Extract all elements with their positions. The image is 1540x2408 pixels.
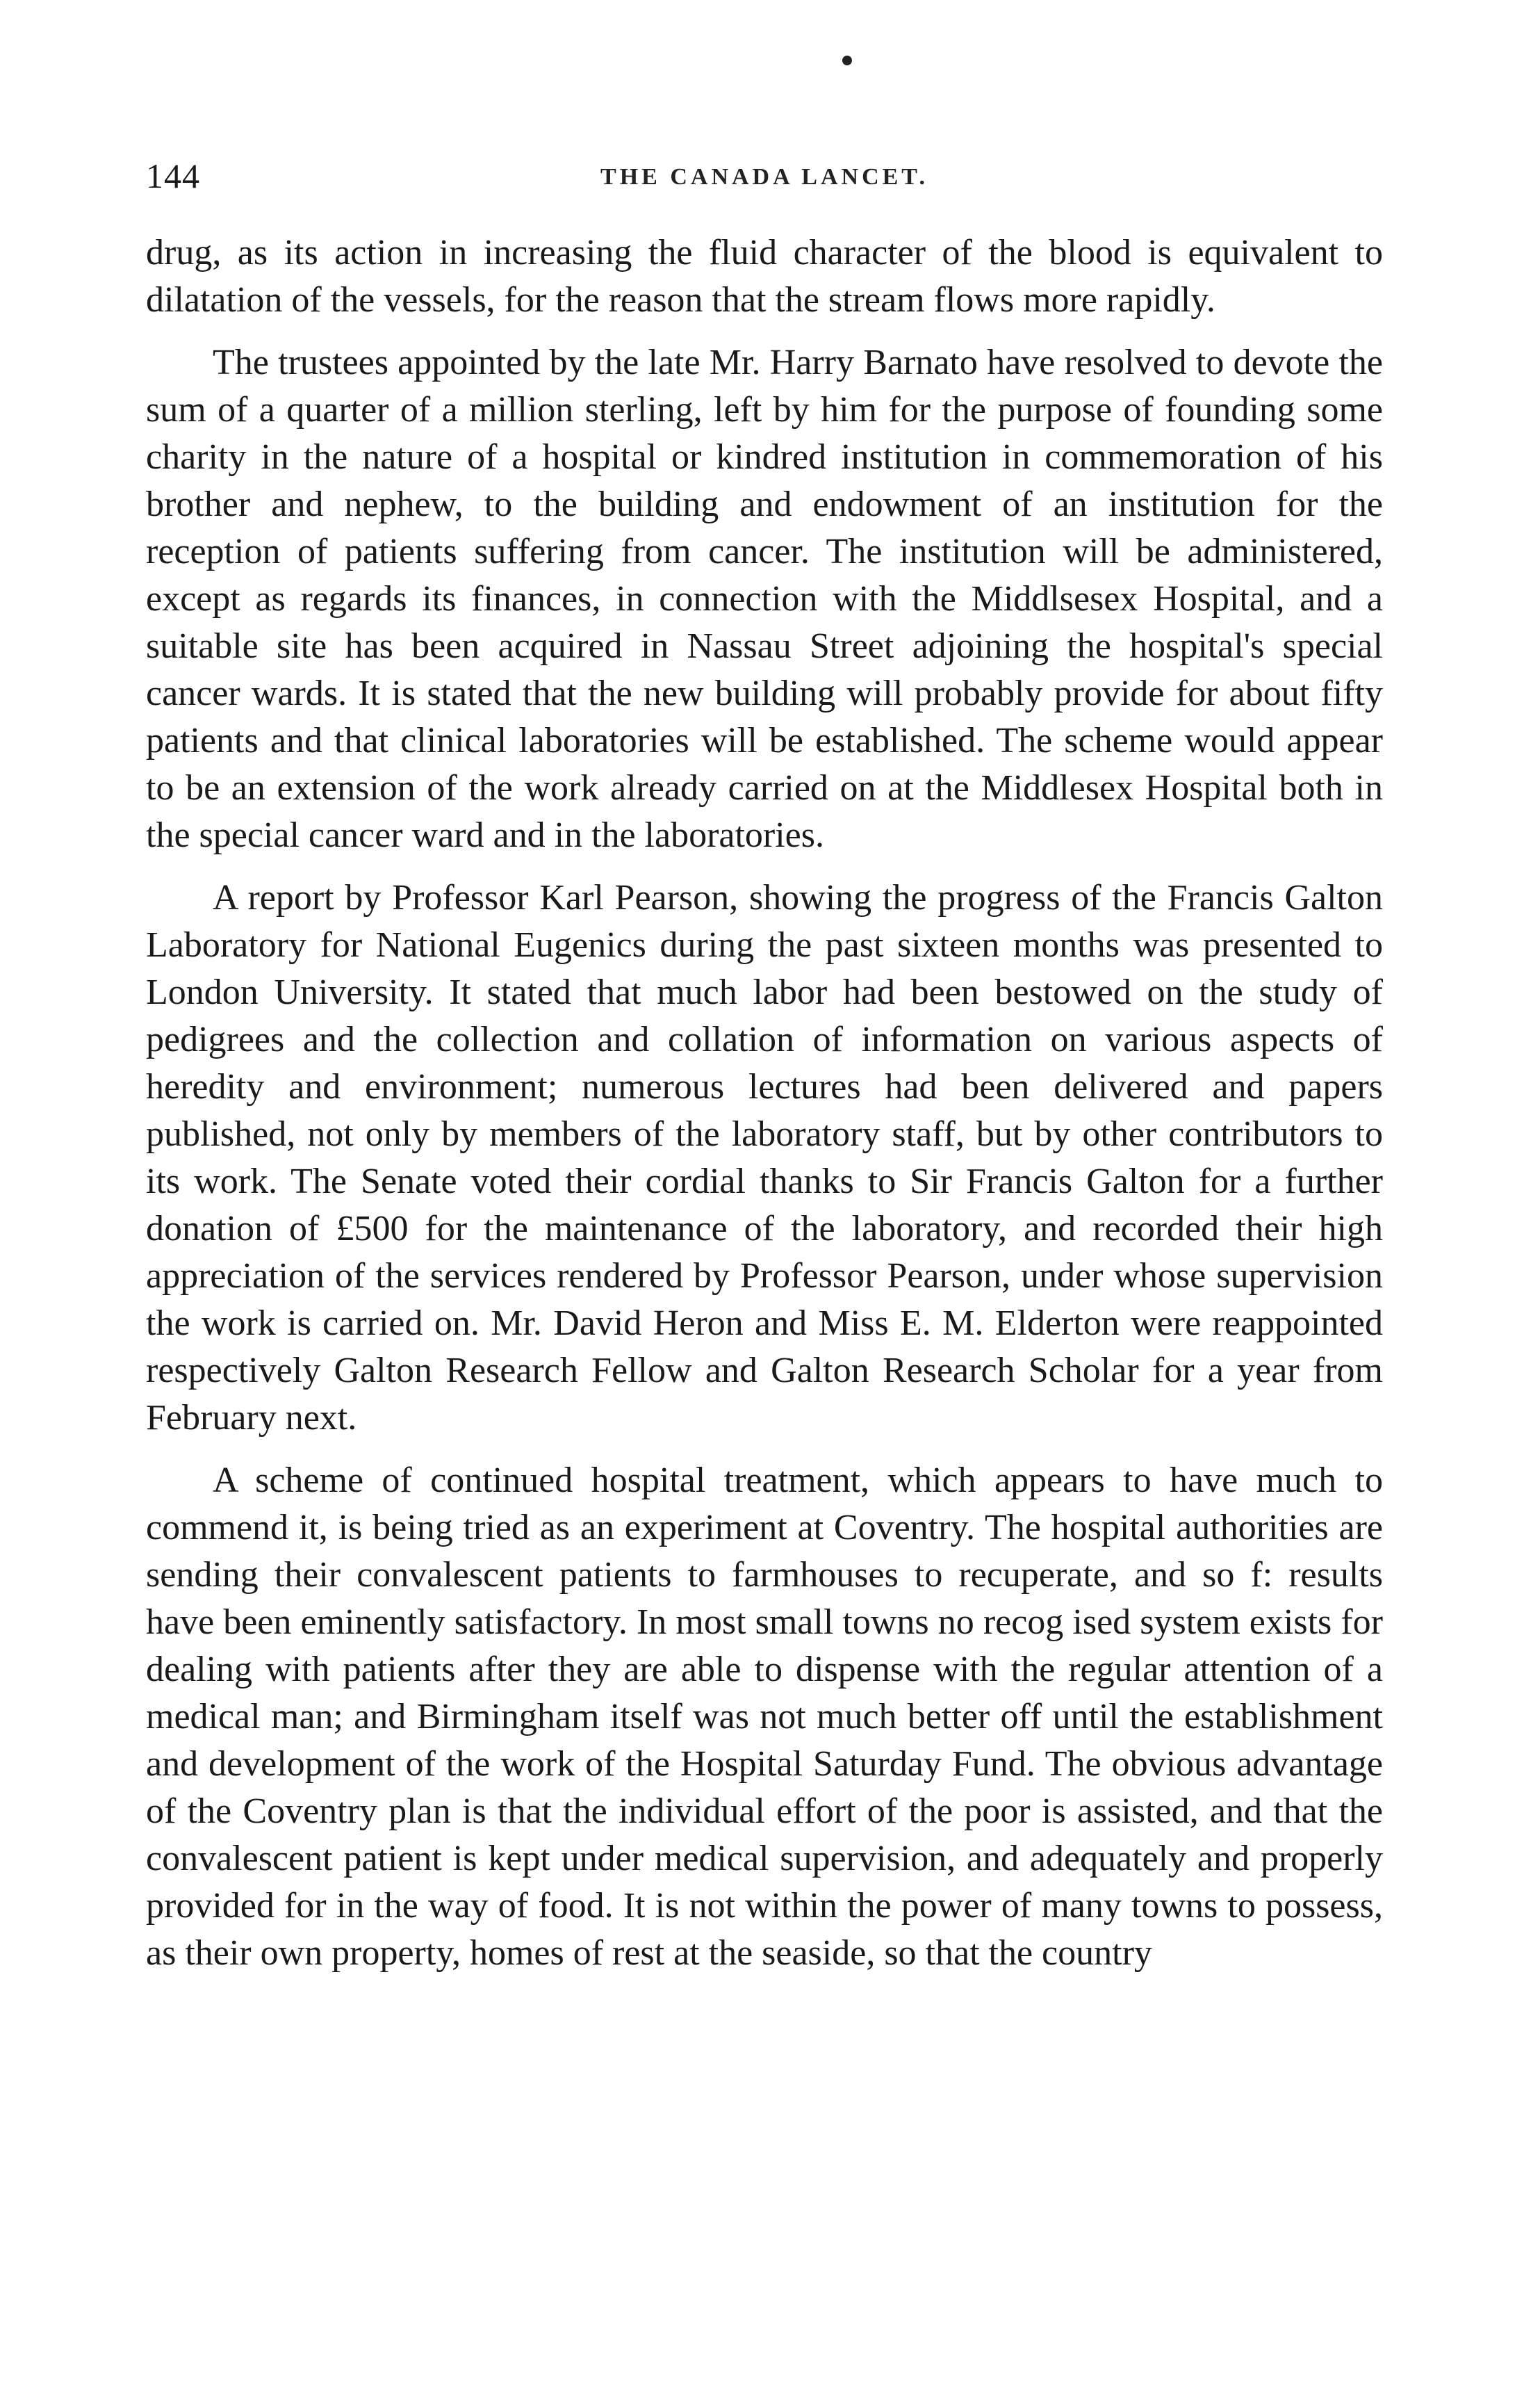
page-number: 144 (146, 156, 200, 195)
ink-dot-mark (842, 56, 852, 65)
running-title: THE CANADA LANCET. (600, 164, 928, 190)
paragraph-continuation: drug, as its action in increasing the fluid character of the blood is equivalent to dilatation of the vessels, for the reason that the stream flows more rapidly. (146, 233, 1383, 320)
paragraph-galton-laboratory: A report by Professor Karl Pearson, showing the progress of the Francis Galton Laboratory for National Eugenics during the past sixteen months was presented to London University. It stated that much labor had been bestowed on the study of pedigrees and the collection and collation of information on various aspects of heredity and environment; numerous lectures had been delivered and papers published, not only by members of the laboratory staff, but by other contributors to its work. The Senate voted their cordial thanks to Sir Francis Galton for a further donation of £500 for the maintenance of the laboratory, and recorded their high appreciation of the services rendered by Professor Pearson, under whose supervision the work is carried on. Mr. David Heron and Miss E. M. Elderton were reappointed respectively Galton Research Fellow and Galton Research Scholar for a year from February next. (146, 878, 1383, 1438)
article-body (146, 229, 1383, 1992)
page-header (146, 156, 1383, 197)
paragraph-barnato-cancer-hospital: The trustees appointed by the late Mr. Harry Barnato have resolved to devote the sum of a quarter of a million sterling, left by him for the purpose of founding some charity in the nature of a hospital or kindred institution in commemoration of his brother and nephew, to the building and endowment of an institution for the reception of patients suffering from cancer. The institution will be administered, except as regards its finances, in connection with the Middlsesex Hospital, and a suitable site has been acquired in Nassau Street adjoining the hospital's special cancer wards. It is stated that the new building will probably provide for about fifty patients and that clinical laboratories will be established. The scheme would appear to be an extension of the work already carried on at the Middlesex Hospital both in the special cancer ward and in the laboratories. (146, 343, 1383, 855)
paragraph-coventry-convalescent: A scheme of continued hospital treatment, which appears to have much to commend it, is being tried as an experiment at Coventry. The hospital authorities are sending their convalescent patients to farmhouses to recuperate, and so f: results have been eminently satisfactory. In most small towns no recog ised system exists for dealing with patients after they are able to dispense with the regular attention of a medical man; and Birmingham itself was not much better off until the establishment and development of the work of the Hospital Saturday Fund. The obvious advantage of the Coventry plan is that the individual effort of the poor is assisted, and that the convalescent patient is kept under medical supervision, and adequately and properly provided for in the way of food. It is not within the power of many towns to possess, as their own property, homes of rest at the seaside, so that the country (146, 1461, 1383, 1973)
